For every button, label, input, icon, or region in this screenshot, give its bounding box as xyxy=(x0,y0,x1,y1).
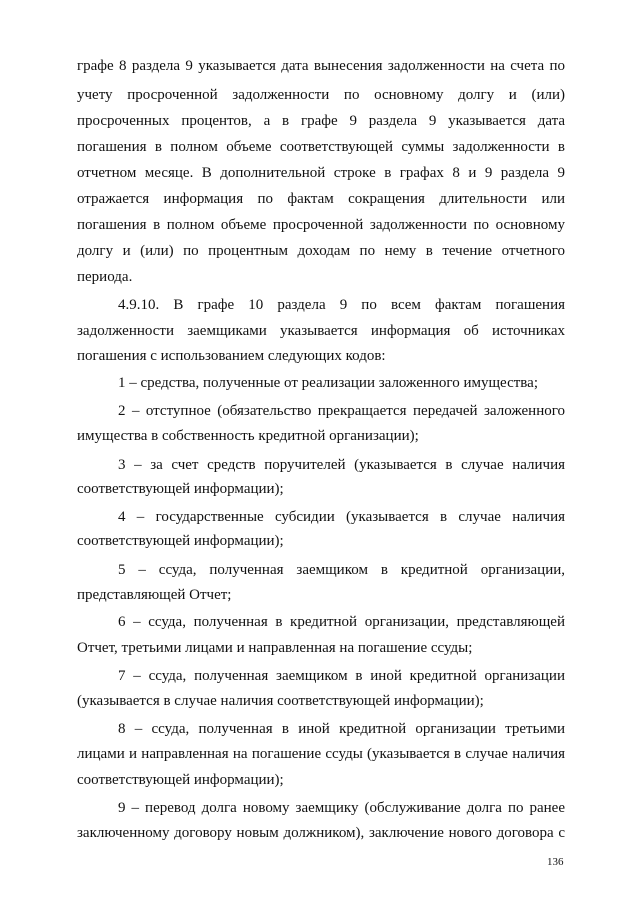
text-line: (указывается в случае наличия соответствующей информации); xyxy=(77,693,484,709)
text-line: задолженности заемщиками указывается информация об источниках xyxy=(77,323,565,339)
text-line: соответствующей информации); xyxy=(77,481,284,497)
text-line: долгу и (или) по процентным доходам по нему в течение отчетного xyxy=(77,243,565,259)
text-line: 4.9.10. В графе 10 раздела 9 по всем фактам погашения xyxy=(118,297,565,313)
text-line: Отчет, третьими лицами и направленная на погашение ссуды; xyxy=(77,640,473,656)
text-line: соответствующей информации); xyxy=(77,533,284,549)
text-line: погашения в полном объеме просроченной задолженности по основному xyxy=(77,217,565,233)
list-item-code-1: 1 – средства, полученные от реализации заложенного имущества; xyxy=(118,375,538,391)
list-item-code-4: 4 – государственные субсидии (указывается в случае наличия xyxy=(118,509,565,525)
list-item-code-3: 3 – за счет средств поручителей (указывается в случае наличия xyxy=(118,457,565,473)
text-line: графе 8 раздела 9 указывается дата вынесения задолженности на счета по xyxy=(77,58,565,74)
list-item-code-7: 7 – ссуда, полученная заемщиком в иной кредитной организации xyxy=(118,668,565,684)
text-line: отчетном месяце. В дополнительной строке в графах 8 и 9 раздела 9 xyxy=(77,165,565,181)
text-line: лицами и направленная на погашение ссуды (указывается в случае наличия xyxy=(77,746,565,762)
text-line: представляющей Отчет; xyxy=(77,587,232,603)
page-number: 136 xyxy=(547,856,564,868)
text-line: погашения в полном объеме соответствующей суммы задолженности в xyxy=(77,139,565,155)
list-item-code-2: 2 – отступное (обязательство прекращается передачей заложенного xyxy=(118,403,565,419)
list-item-code-5: 5 – ссуда, полученная заемщиком в кредитной организации, xyxy=(118,562,565,578)
text-line: просроченных процентов, а в графе 9 раздела 9 указывается дата xyxy=(77,113,565,129)
text-line: отражается информация по фактам сокращения длительности или xyxy=(77,191,565,207)
text-line: имущества в собственность кредитной организации); xyxy=(77,428,419,444)
list-item-code-9: 9 – перевод долга новому заемщику (обслуживание долга по ранее xyxy=(118,800,565,816)
list-item-code-6: 6 – ссуда, полученная в кредитной организации, представляющей xyxy=(118,614,565,630)
text-line: погашения с использованием следующих кодов: xyxy=(77,348,386,364)
text-line: учету просроченной задолженности по основному долгу и (или) xyxy=(77,87,565,103)
text-line: заключенному договору новым должником), заключение нового договора с xyxy=(77,825,565,841)
list-item-code-8: 8 – ссуда, полученная в иной кредитной организации третьими xyxy=(118,721,565,737)
text-line: периода. xyxy=(77,269,133,285)
text-line: соответствующей информации); xyxy=(77,772,284,788)
